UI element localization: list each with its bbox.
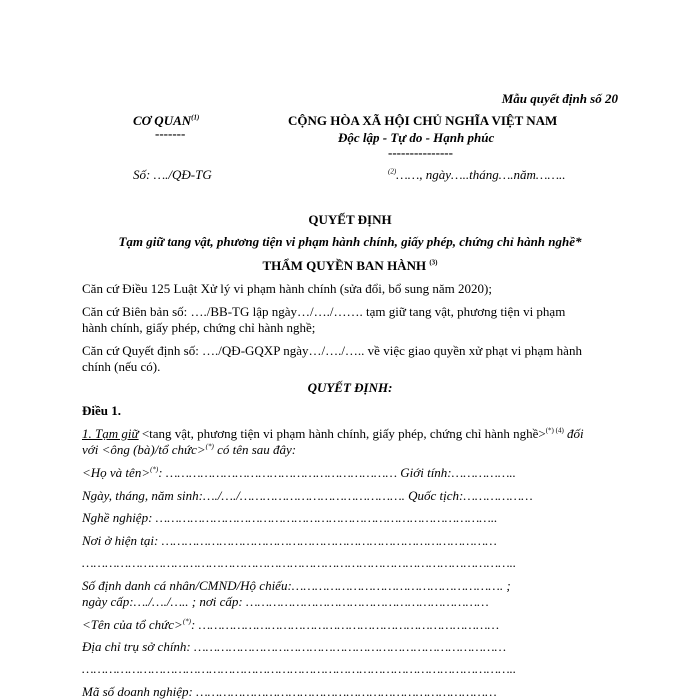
- document-title: QUYẾT ĐỊNH: [308, 212, 392, 227]
- article-1-clause-1-cont: với <ông (bà)/tổ chức>(*) có tên sau đây:: [82, 442, 297, 457]
- issuing-authority: THẨM QUYỀN BAN HÀNH $^{(3)}$: [262, 258, 438, 273]
- decision-number: Số: …./QĐ-TG: [133, 167, 212, 182]
- document-subtitle: Tạm giữ tang vật, phương tiện vi phạm hành chính, giấy phép, chứng chỉ hành nghề*: [118, 234, 582, 249]
- basis-delegation-cont: chính (nếu có).: [82, 359, 161, 374]
- article-1-clause-1: 1. Tạm giữ <tang vật, phương tiện vi phạm hành chính, giấy phép, chứng chỉ hành nghề>$^{(*) (4)}$ đối: [82, 426, 584, 441]
- field-dob-nationality: Ngày, tháng, năm sinh:…./…./……………………………………. Quốc tịch:………………: [82, 488, 533, 503]
- field-id-number: Số định danh cá nhân/CMND/Hộ chiếu:………………………………………………. ;: [82, 578, 511, 593]
- field-business-code: Mã số doanh nghiệp: ……………………………………………………………………: [82, 684, 497, 699]
- field-headquarters: Địa chỉ trụ sở chính: ………………………………………………………………………: [82, 639, 507, 654]
- field-org-name: <Tên của tổ chức>(*): ……………………………………………………………………: [82, 617, 500, 632]
- agency-label: CƠ QUAN$^{(1)}$: [133, 113, 200, 128]
- field-headquarters-cont: …………………………………………………………………………………………………..: [82, 661, 517, 676]
- field-residence-cont: …………………………………………………………………………………………………..: [82, 555, 517, 570]
- field-id-issue: ngày cấp:…./…./….. ; nơi cấp: ………………………………………………………: [82, 594, 489, 609]
- article-1-heading: Điều 1.: [82, 403, 121, 418]
- agency-divider: -------: [155, 126, 186, 141]
- basis-delegation: Căn cứ Quyết định số: …./QĐ-GQXP ngày…/…./….. về việc giao quyền xử phạt vi phạm hành: [82, 343, 582, 358]
- field-occupation: Nghề nghiệp: ……………………………………………………………………………..: [82, 510, 498, 525]
- motto-divider: ---------------: [388, 145, 453, 160]
- field-name: <Họ và tên>(*): …………………………………………………… Giới tính:……………..: [82, 465, 516, 480]
- motto: Độc lập - Tự do - Hạnh phúc: [338, 130, 495, 145]
- basis-record: Căn cứ Biên bản số: …./BB-TG lập ngày…/…./……. tạm giữ tang vật, phương tiện vi phạm: [82, 304, 566, 319]
- place-date: $^{(2)}$……, ngày…..tháng….năm……..: [388, 167, 566, 182]
- decides-heading: QUYẾT ĐỊNH:: [307, 380, 393, 395]
- basis-law: Căn cứ Điều 125 Luật Xử lý vi phạm hành chính (sửa đổi, bổ sung năm 2020);: [82, 281, 492, 296]
- nation-title: CỘNG HÒA XÃ HỘI CHỦ NGHĨA VIỆT NAM: [288, 113, 558, 128]
- basis-record-cont: hành chính, giấy phép, chứng chỉ hành nghề;: [82, 320, 316, 335]
- field-residence: Nơi ở hiện tại: ……………………………………………………………………………: [82, 533, 497, 548]
- form-number: Mẫu quyết định số 20: [501, 91, 618, 106]
